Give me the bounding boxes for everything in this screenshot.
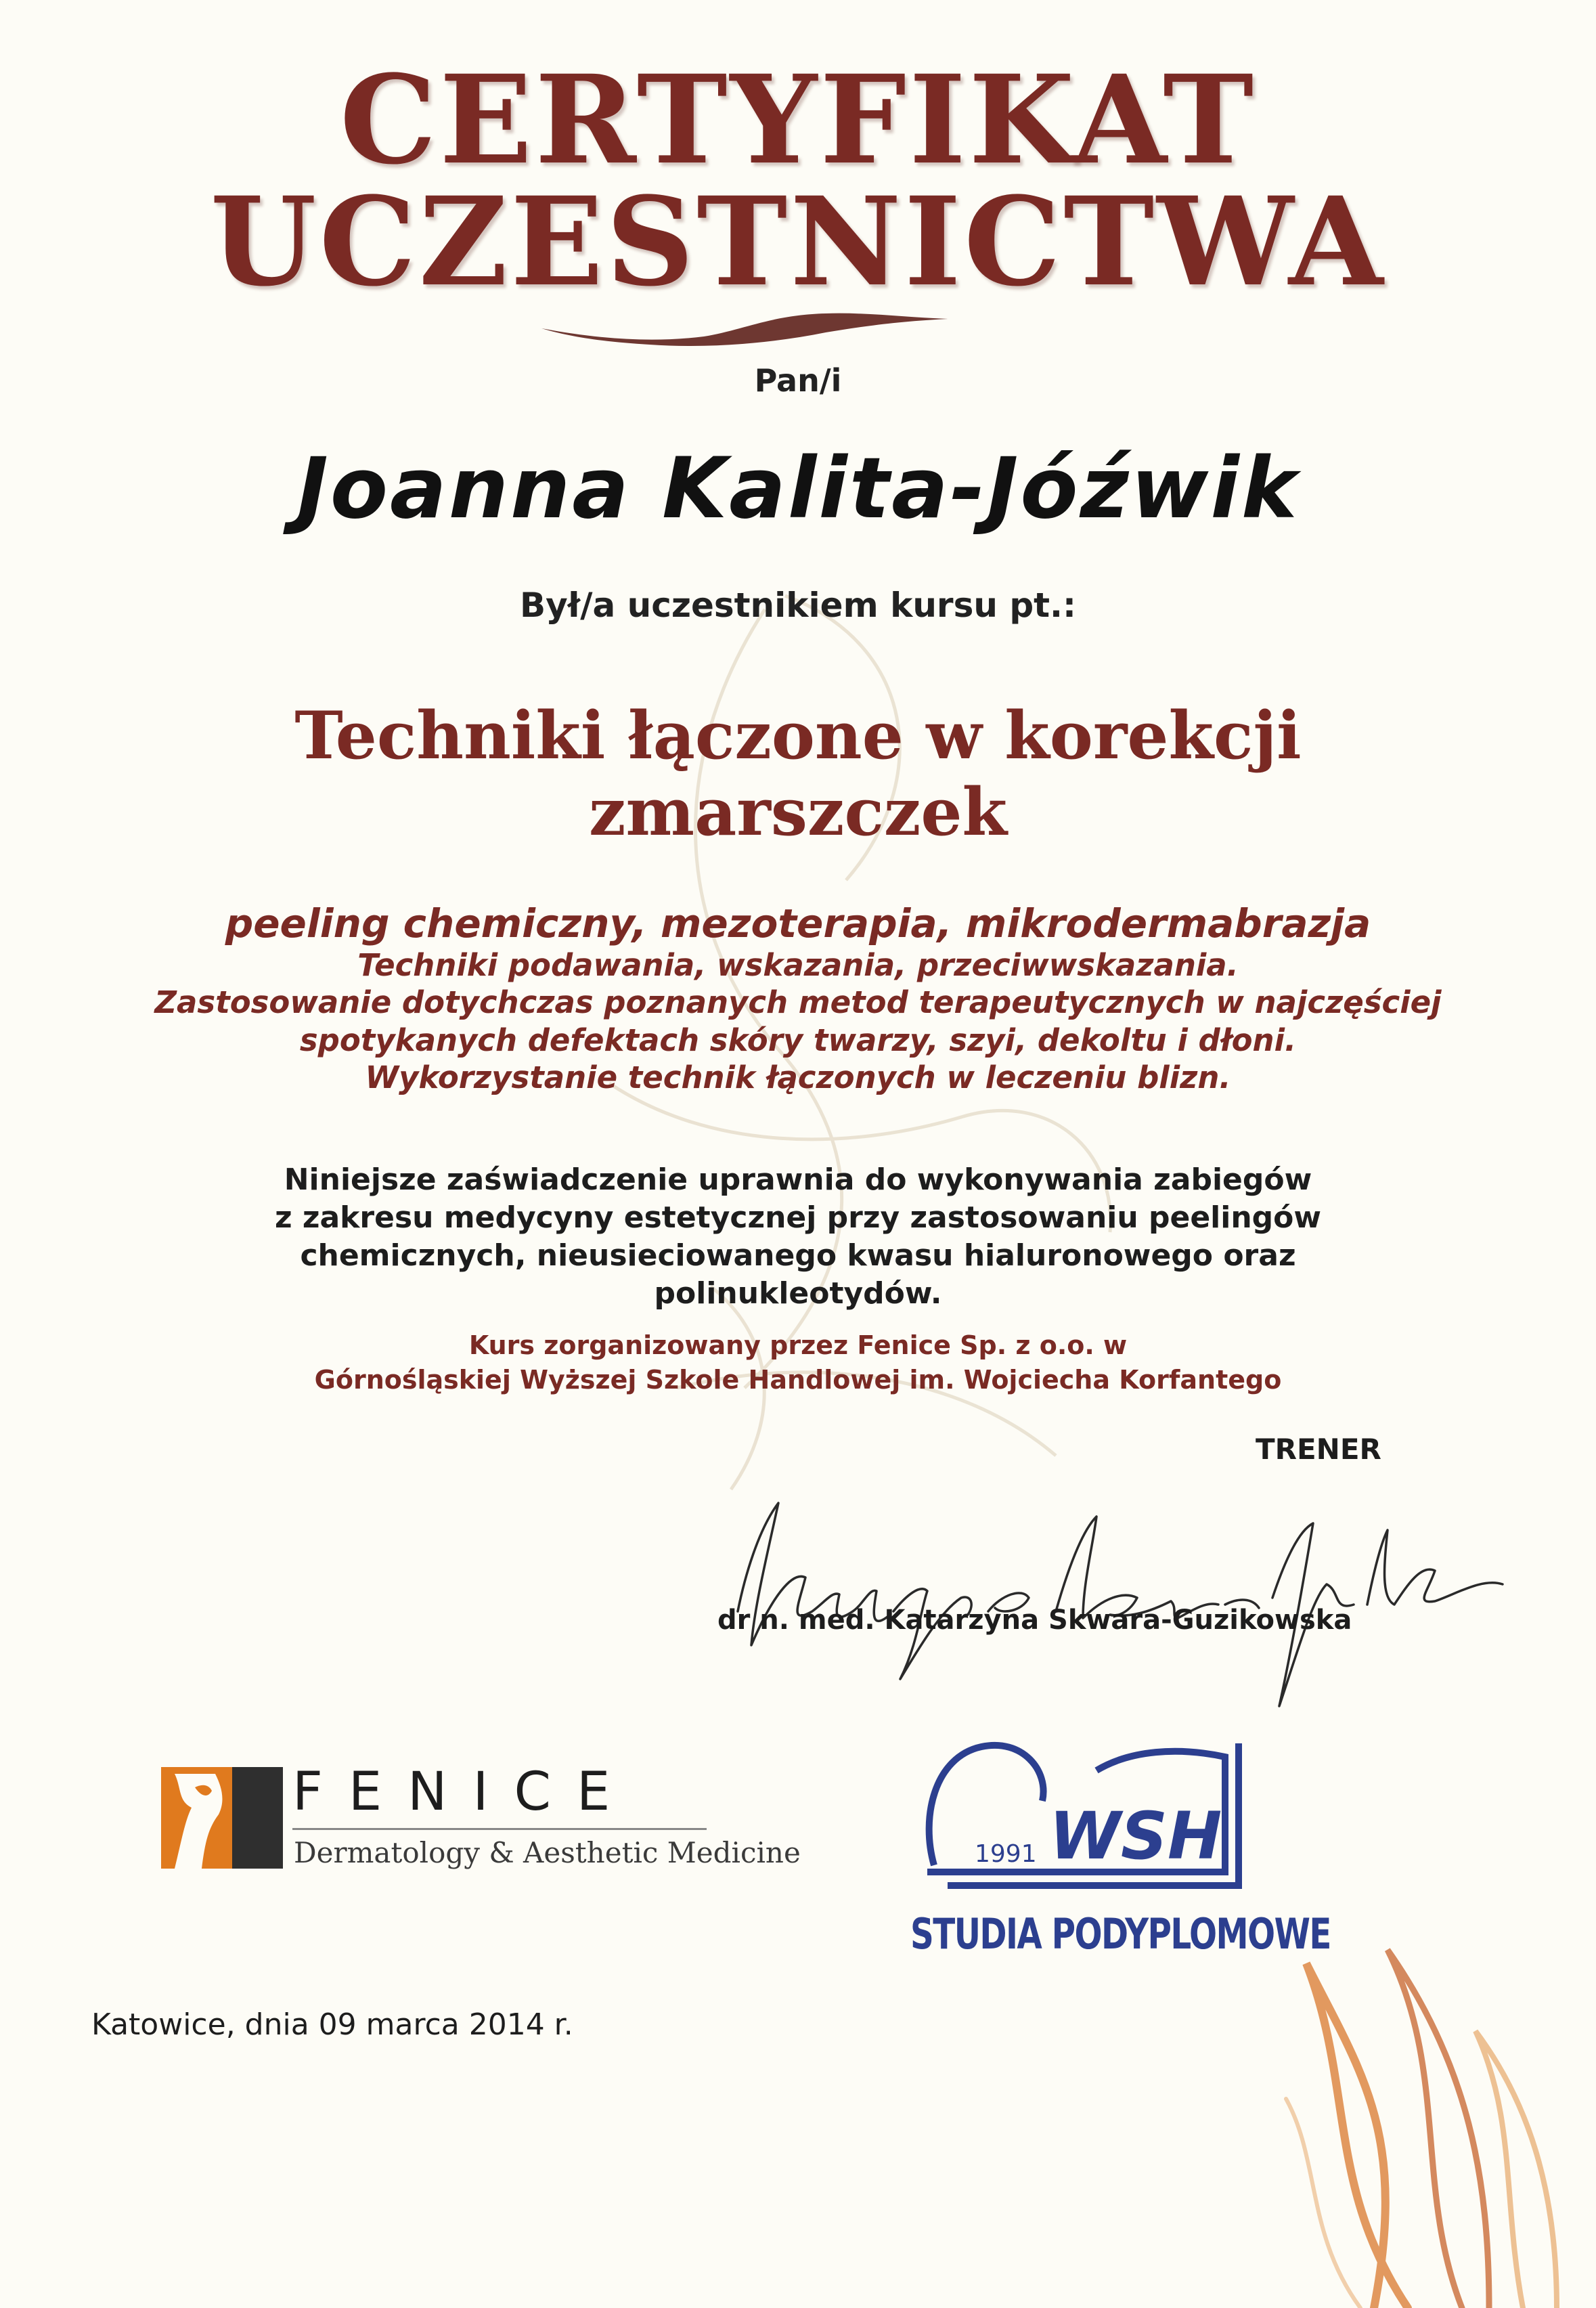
fenice-wordmark: FENICE bbox=[292, 1762, 636, 1823]
trainer-label: TRENER bbox=[1256, 1433, 1381, 1466]
certificate-title-line1: CERTYFIKAT bbox=[339, 49, 1257, 192]
course-title-line2: zmarszczek bbox=[589, 774, 1007, 851]
fenice-tagline: Dermatology & Aesthetic Medicine bbox=[294, 1836, 801, 1869]
wsh-abbreviation: WSH bbox=[1049, 1798, 1222, 1874]
participant-name: Joanna Kalita-Jóźwik bbox=[296, 440, 1300, 538]
trainer-name: dr n. med. Katarzyna Skwara-Guzikowska bbox=[717, 1605, 1352, 1636]
rights-line: z zakresu medycyny estetycznej przy zastosowaniu peelingów bbox=[274, 1200, 1322, 1235]
course-title bbox=[0, 697, 1596, 851]
course-intro: Był/a uczestnikiem kursu pt.: bbox=[519, 586, 1077, 625]
course-topics-line: Techniki podawania, wskazania, przeciwwskazania. bbox=[357, 947, 1239, 983]
course-title-line1: Techniki łączone w korekcji bbox=[294, 697, 1302, 774]
course-topics-line: Zastosowanie dotychczas poznanych metod terapeutycznych w najczęściej bbox=[154, 984, 1442, 1021]
fenice-mark-icon bbox=[161, 1767, 283, 1869]
certificate-title-line2: UCZESTNICTWA bbox=[210, 171, 1386, 313]
course-topics-line: spotykanych defektach skóry twarzy, szyi, dekoltu i dłoni. bbox=[299, 1022, 1297, 1058]
decorative-swash bbox=[541, 301, 948, 349]
certificate-rights bbox=[0, 1161, 1596, 1313]
trainer-signature bbox=[704, 1476, 1516, 1720]
salutation: Pan/i bbox=[754, 362, 842, 399]
rights-line: polinukleotydów. bbox=[654, 1276, 942, 1311]
rights-line: chemicznych, nieusieciowanego kwasu hialuronowego oraz bbox=[300, 1238, 1296, 1273]
course-organizer bbox=[0, 1328, 1596, 1398]
flame-decoration bbox=[1286, 1950, 1557, 2308]
course-topics-main: peeling chemiczny, mezoterapia, mikrodermabrazja bbox=[225, 900, 1371, 946]
course-topics-line: Wykorzystanie technik łączonych w leczeniu blizn. bbox=[365, 1060, 1231, 1096]
wsh-logo bbox=[907, 1730, 1245, 1899]
organizer-line: Górnośląskiej Wyższej Szkole Handlowej im. Wojciecha Korfantego bbox=[314, 1365, 1282, 1395]
rights-line: Niniejsze zaświadczenie uprawnia do wykonywania zabiegów bbox=[284, 1162, 1312, 1197]
issue-date: Katowice, dnia 09 marca 2014 r. bbox=[91, 2007, 573, 2042]
wsh-subtitle: STUDIA PODYPLOMOWE bbox=[910, 1909, 1331, 1959]
organizer-line: Kurs zorganizowany przez Fenice Sp. z o.o. w bbox=[468, 1330, 1128, 1360]
course-topics bbox=[0, 900, 1596, 1096]
fenice-divider bbox=[292, 1828, 707, 1830]
wsh-year: 1991 bbox=[975, 1840, 1037, 1868]
